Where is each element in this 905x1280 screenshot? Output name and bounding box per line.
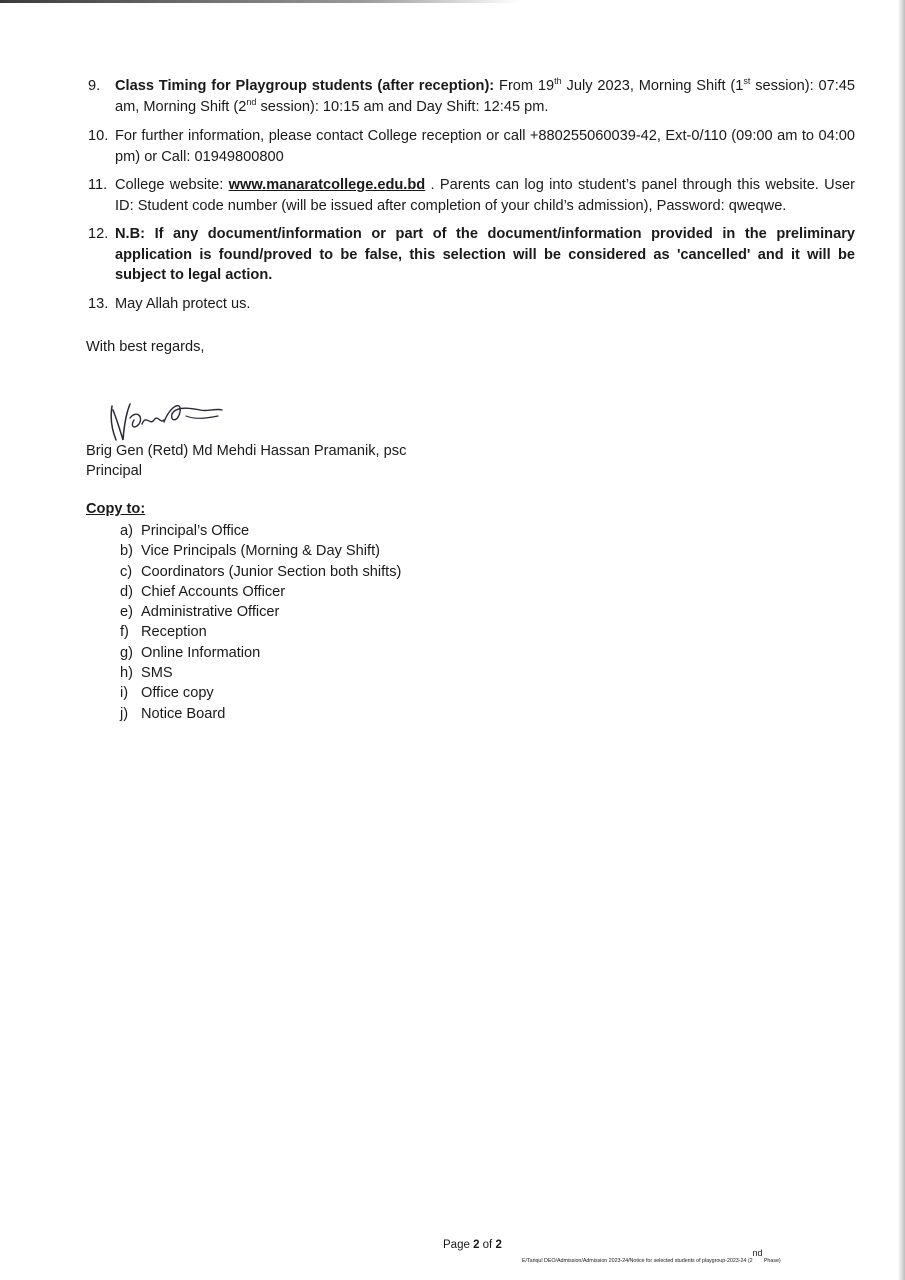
- list-item: [120, 683, 520, 703]
- copy-to-heading: Copy to:: [86, 501, 146, 517]
- list-item: [120, 562, 520, 582]
- item-text: [115, 76, 855, 117]
- page-prefix: Page: [443, 1239, 474, 1251]
- list-item-letter: h): [120, 665, 133, 682]
- item-text: [115, 224, 855, 286]
- signatory-title: Principal: [86, 463, 142, 479]
- scan-edge-top: [0, 0, 520, 3]
- handwritten-signature: [104, 396, 229, 446]
- item-number: 11.: [88, 177, 108, 193]
- item-number: 10.: [88, 128, 109, 144]
- list-item-label: Chief Accounts Officer: [141, 583, 286, 600]
- list-item: [120, 541, 520, 561]
- list-item-letter: i): [120, 685, 129, 702]
- list-item-label: Coordinators (Junior Section both shifts): [141, 563, 402, 580]
- list-item: [120, 663, 520, 683]
- item-text: May Allah protect us.: [115, 296, 251, 312]
- list-item-letter: j): [120, 705, 129, 722]
- list-item-label: Online Information: [141, 644, 261, 661]
- signatory-name: Brig Gen (Retd) Md Mehdi Hassan Pramanik, psc: [86, 443, 407, 459]
- list-item: [120, 704, 520, 724]
- list-item-letter: a): [120, 523, 133, 539]
- item-bold-note: N.B: If any document/information or part of the document/information provided in the preliminary application is found/proved to be false, this selection will be considered as 'cancelled' and it will be subject to legal action.: [115, 226, 855, 283]
- page-current: 2: [473, 1239, 480, 1251]
- page-total: 2: [495, 1239, 502, 1251]
- list-item-label: Vice Principals (Morning & Day Shift): [141, 543, 380, 560]
- list-item-label: Office copy: [141, 685, 214, 702]
- college-website-link[interactable]: www.manaratcollege.edu.bd: [228, 177, 426, 193]
- footer-file-reference: E/Tariqul DEO/Admission/Admission 2023-24/Notice for selected students of playgroup-2023-24 (2nd Phase): [522, 1248, 781, 1264]
- list-item-letter: b): [120, 543, 133, 560]
- list-item-letter: d): [120, 583, 133, 600]
- list-item-letter: e): [120, 604, 133, 621]
- list-item: [120, 602, 520, 622]
- list-item: [120, 521, 520, 541]
- item-body: From 19th July 2023, Morning Shift (1st session): 07:45 am, Morning Shift (2nd session): 10:15 am and Day Shift: 12:45 pm.: [115, 76, 856, 115]
- copy-to-list: [120, 521, 520, 724]
- list-item: [120, 582, 520, 602]
- list-item-letter: g): [120, 644, 133, 661]
- item-number: 9.: [88, 78, 101, 94]
- item-text: For further information, please contact College reception or call +880255060039-42, Ext-0/110 (09:00 am to 04:00 pm) or Call: 01949800800: [115, 128, 855, 165]
- item-number: 13.: [88, 296, 109, 312]
- list-item-label: Administrative Officer: [141, 604, 280, 621]
- item-number: 12.: [88, 226, 109, 242]
- list-item-label: Reception: [141, 624, 207, 641]
- item-text: [115, 175, 855, 216]
- item-prefix: College website:: [115, 177, 229, 193]
- list-item: [120, 643, 520, 663]
- item-suffix: . Parents can log into student’s panel through this website. User ID: Student code number (will be issued after completion of your child’s admission), Password: qweqwe.: [115, 177, 855, 214]
- page-of: of: [479, 1239, 496, 1251]
- list-item-label: SMS: [141, 665, 173, 682]
- scan-edge-right: [898, 0, 905, 1280]
- closing-line: With best regards,: [86, 339, 205, 355]
- list-item-label: Notice Board: [141, 705, 226, 722]
- list-item-letter: f): [120, 624, 129, 641]
- list-item-letter: c): [120, 563, 133, 580]
- list-item: [120, 622, 520, 642]
- list-item-label: Principal’s Office: [141, 523, 250, 539]
- item-bold-lead: Class Timing for Playgroup students (after reception):: [115, 78, 495, 94]
- page-number: [443, 1239, 502, 1251]
